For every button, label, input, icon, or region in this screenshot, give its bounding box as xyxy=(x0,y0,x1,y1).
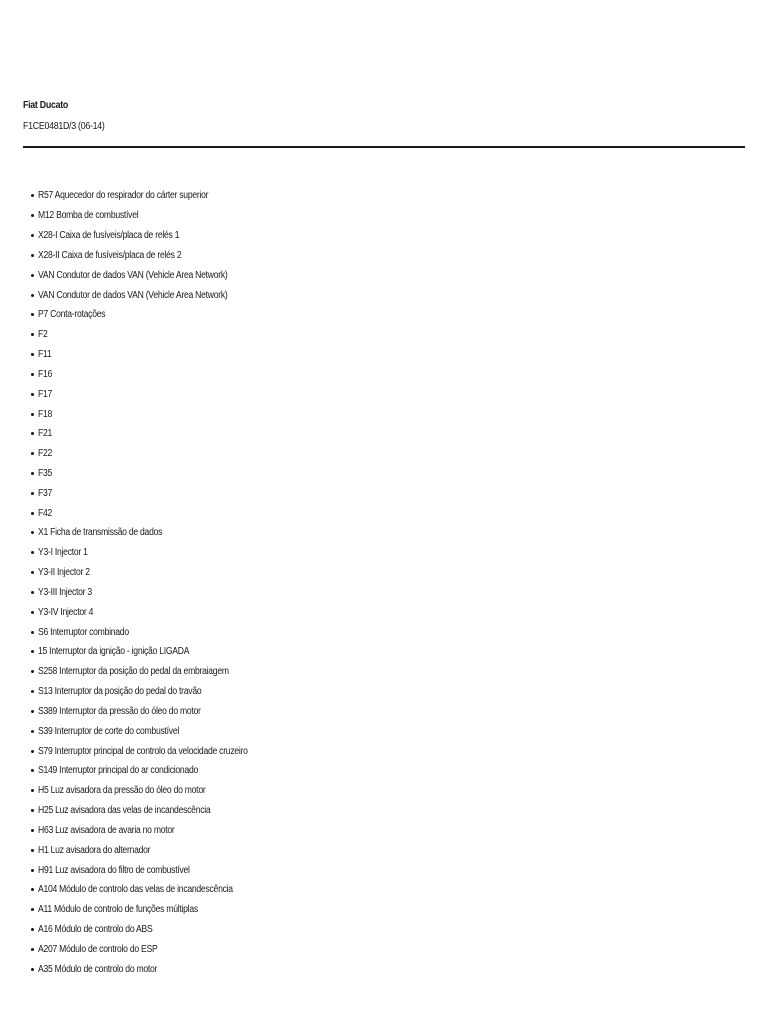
bullet-icon xyxy=(31,611,34,614)
bullet-icon xyxy=(31,254,34,257)
list-item xyxy=(31,642,282,662)
bullet-icon xyxy=(31,512,34,515)
list-item-label: X28-I Caixa de fusíveis/placa de relés 1 xyxy=(38,230,180,242)
list-item xyxy=(31,840,282,860)
document-code: F1CE0481D/3 (06-14) xyxy=(23,121,105,132)
list-item-label: S13 Interruptor da posição do pedal do travão xyxy=(38,686,202,698)
list-item-label: VAN Condutor de dados VAN (Vehicle Area Network) xyxy=(38,269,228,281)
list-item xyxy=(31,920,282,940)
list-item xyxy=(31,860,282,880)
list-item-label: Y3-II Injector 2 xyxy=(38,567,90,579)
bullet-icon xyxy=(31,789,34,792)
list-item xyxy=(31,741,282,761)
list-item xyxy=(31,662,282,682)
bullet-icon xyxy=(31,888,34,891)
bullet-icon xyxy=(31,631,34,634)
bullet-icon xyxy=(31,472,34,475)
bullet-icon xyxy=(31,710,34,713)
list-item-label: H5 Luz avisadora da pressão do óleo do motor xyxy=(38,785,206,797)
list-item-label: F42 xyxy=(38,507,53,519)
list-item xyxy=(31,543,282,563)
bullet-icon xyxy=(31,769,34,772)
bullet-icon xyxy=(31,492,34,495)
list-item-label: H91 Luz avisadora do filtro de combustível xyxy=(38,864,190,876)
list-item xyxy=(31,404,282,424)
bullet-icon xyxy=(31,294,34,297)
list-item-label: F35 xyxy=(38,468,53,479)
list-item-label: F2 xyxy=(38,329,48,341)
list-item-label: F16 xyxy=(38,368,53,380)
list-item xyxy=(31,325,282,345)
list-item xyxy=(31,761,282,781)
component-list xyxy=(31,186,282,979)
list-item-label: VAN Condutor de dados VAN (Vehicle Area Network) xyxy=(38,289,228,301)
bullet-icon xyxy=(31,571,34,574)
list-item xyxy=(31,206,282,226)
list-item xyxy=(31,285,282,305)
list-item-label: F17 xyxy=(38,388,53,400)
list-item xyxy=(31,226,282,246)
bullet-icon xyxy=(31,373,34,376)
list-item-label: A104 Módulo de controlo das velas de incandescência xyxy=(38,884,233,896)
bullet-icon xyxy=(31,432,34,435)
list-item-label: H63 Luz avisadora de avaria no motor xyxy=(38,824,175,836)
list-item xyxy=(31,702,282,722)
list-item xyxy=(31,563,282,583)
list-item-label: X28-II Caixa de fusíveis/placa de relés 2 xyxy=(38,249,182,261)
list-item xyxy=(31,483,282,503)
header-divider xyxy=(23,146,745,148)
list-item-label: S389 Interruptor da pressão do óleo do motor xyxy=(38,705,201,717)
list-item-label: F22 xyxy=(38,448,53,460)
list-item-label: F18 xyxy=(38,408,53,420)
list-item xyxy=(31,821,282,841)
bullet-icon xyxy=(31,670,34,673)
list-item-label: A35 Módulo de controlo do motor xyxy=(38,963,158,975)
bullet-icon xyxy=(31,452,34,455)
list-item xyxy=(31,880,282,900)
list-item xyxy=(31,424,282,444)
list-item xyxy=(31,305,282,325)
list-item-label: S79 Interruptor principal de controlo da velocidade cruzeiro xyxy=(38,745,248,757)
list-item xyxy=(31,602,282,622)
bullet-icon xyxy=(31,413,34,416)
list-item-label: F11 xyxy=(38,349,52,361)
list-item-label: 15 Interruptor da ignição - ignição LIGADA xyxy=(38,646,190,658)
list-item-label: Y3-IV Injector 4 xyxy=(38,606,94,618)
bullet-icon xyxy=(31,353,34,356)
list-item-label: A16 Módulo de controlo do ABS xyxy=(38,924,153,936)
list-item-label: H25 Luz avisadora das velas de incandescência xyxy=(38,805,211,817)
list-item-label: X1 Ficha de transmissão de dados xyxy=(38,527,163,539)
list-item xyxy=(31,959,282,979)
list-item xyxy=(31,503,282,523)
document-title: Fiat Ducato xyxy=(23,100,69,111)
list-item xyxy=(31,444,282,464)
list-item-label: H1 Luz avisadora do alternador xyxy=(38,844,151,856)
list-item xyxy=(31,900,282,920)
list-item-label: F37 xyxy=(38,487,53,499)
list-item xyxy=(31,622,282,642)
list-item xyxy=(31,801,282,821)
document-header xyxy=(23,99,745,133)
list-item xyxy=(31,939,282,959)
list-item xyxy=(31,523,282,543)
bullet-icon xyxy=(31,849,34,852)
list-item-label: F21 xyxy=(38,428,53,440)
list-item-label: A11 Módulo de controlo de funções múltiplas xyxy=(38,904,198,916)
list-item xyxy=(31,186,282,206)
list-item xyxy=(31,384,282,404)
list-item-label: P7 Conta-rotações xyxy=(38,309,106,321)
bullet-icon xyxy=(31,214,34,217)
bullet-icon xyxy=(31,908,34,911)
list-item-label: S39 Interruptor de corte do combustível xyxy=(38,725,179,737)
bullet-icon xyxy=(31,393,34,396)
bullet-icon xyxy=(31,750,34,753)
list-item xyxy=(31,265,282,285)
list-item-label: S258 Interruptor da posição do pedal da embraiagem xyxy=(38,666,229,678)
bullet-icon xyxy=(31,829,34,832)
bullet-icon xyxy=(31,928,34,931)
bullet-icon xyxy=(31,194,34,197)
bullet-icon xyxy=(31,333,34,336)
list-item-label: Y3-III Injector 3 xyxy=(38,586,92,598)
bullet-icon xyxy=(31,531,34,534)
bullet-icon xyxy=(31,869,34,872)
list-item xyxy=(31,364,282,384)
bullet-icon xyxy=(31,809,34,812)
bullet-icon xyxy=(31,690,34,693)
list-item xyxy=(31,721,282,741)
bullet-icon xyxy=(31,968,34,971)
list-item-label: R57 Aquecedor do respirador do cárter superior xyxy=(38,190,209,202)
list-item xyxy=(31,781,282,801)
bullet-icon xyxy=(31,650,34,653)
bullet-icon xyxy=(31,730,34,733)
list-item-label: S6 Interruptor combinado xyxy=(38,626,129,638)
bullet-icon xyxy=(31,274,34,277)
list-item xyxy=(31,464,282,484)
list-item-label: S149 Interruptor principal do ar condicionado xyxy=(38,765,199,777)
bullet-icon xyxy=(31,234,34,237)
list-item xyxy=(31,682,282,702)
list-item xyxy=(31,583,282,603)
bullet-icon xyxy=(31,948,34,951)
bullet-icon xyxy=(31,591,34,594)
list-item xyxy=(31,345,282,365)
list-item-label: Y3-I Injector 1 xyxy=(38,547,88,559)
list-item-label: A207 Módulo de controlo do ESP xyxy=(38,943,158,955)
list-item-label: M12 Bomba de combustível xyxy=(38,210,139,222)
list-item xyxy=(31,245,282,265)
bullet-icon xyxy=(31,551,34,554)
bullet-icon xyxy=(31,313,34,316)
